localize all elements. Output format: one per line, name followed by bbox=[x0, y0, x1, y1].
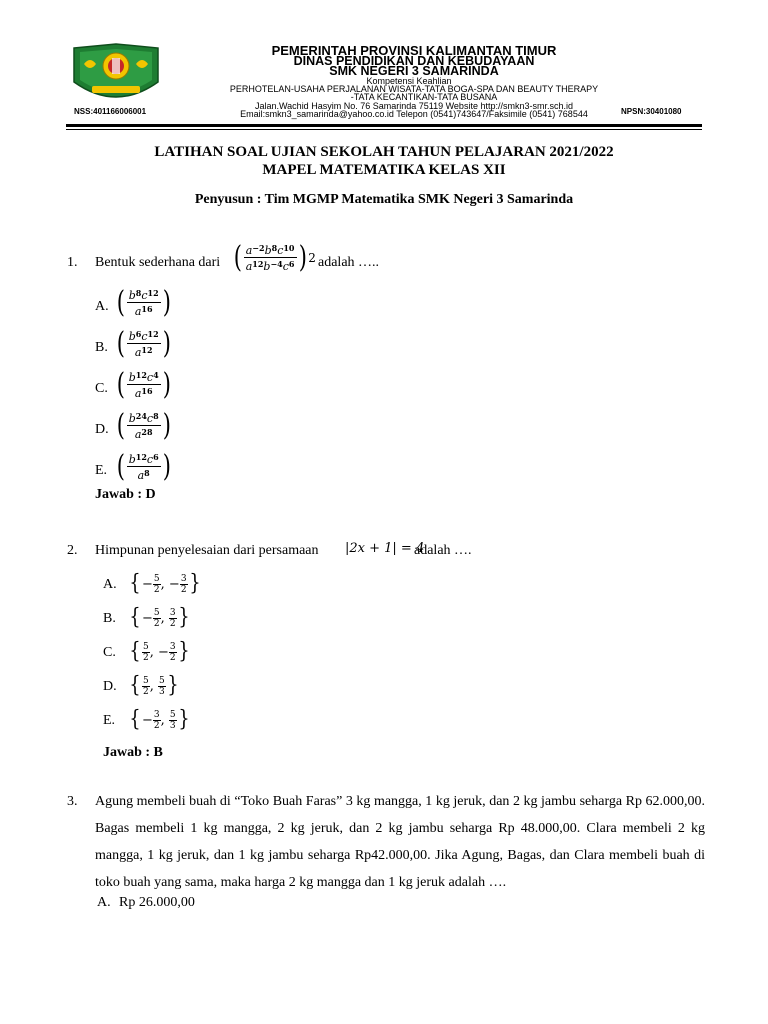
exam-subject: MAPEL MATEMATIKA KELAS XII bbox=[262, 162, 506, 178]
q1-option-letter: C. bbox=[95, 381, 108, 396]
q1-text-before: Bentuk sederhana dari bbox=[95, 255, 221, 270]
letterhead-address: Jalan.Wachid Hasyim No. 76 Samarinda 75119 Website http://smkn3-smr.sch.id bbox=[255, 101, 573, 111]
letterhead-competencies-cont: -TATA KECANTIKAN-TATA BUSANA bbox=[350, 92, 498, 102]
exam-title: LATIHAN SOAL UJIAN SEKOLAH TAHUN PELAJARAN 2021/2022 bbox=[154, 144, 614, 160]
q1-option-letter: D. bbox=[95, 422, 109, 437]
letterhead-rule-thin bbox=[66, 129, 702, 130]
q3-number: 3. bbox=[67, 794, 78, 809]
q2-option-letter: C. bbox=[103, 645, 116, 660]
letterhead-npsn: NPSN:30401080 bbox=[621, 107, 682, 116]
q2-option-set: { 5 2 , − $\frac{3}{2}$ } bbox=[129, 639, 190, 664]
q2-option-set: { − $\frac{5}{2}$ , − $\frac{3}{2}$ } bbox=[129, 571, 201, 596]
q1-option-expression: ( $\frac{b^{24}c^8}{a^{28}}$ ) bbox=[116, 407, 171, 443]
letterhead-rule-thick bbox=[66, 124, 702, 127]
q1-option-expression: ( $\frac{b^8c^{12}}{a^{16}}$ ) bbox=[116, 284, 171, 320]
q3-text: Agung membeli buah di “Toko Buah Faras” 3 kg mangga, 1 kg jeruk, dan 2 kg jambu seharga Rp 62.000,00. Bagas membeli 1 kg mangga, 2 kg jeruk, dan 2 kg jambu seharga Rp 48.000,00. Clara membeli 2 kg mangga, 1 kg jeruk, dan 1 kg jambu seharga Rp42.000,00. Jika Agung, Bagas, dan Clara membeli buah di toko buah yang sama, maka harga 2 kg mangga dan 1 kg jeruk adalah …. bbox=[95, 794, 705, 890]
letterhead-competencies: PERHOTELAN-USAHA PERJALANAN WISATA-TATA BOGA-SPA DAN BEAUTY THERAPY bbox=[229, 84, 599, 94]
q2-option-set: { − $\frac{3}{2}$ , 5 3 } bbox=[129, 707, 190, 732]
q1-number: 1. bbox=[67, 255, 78, 270]
q2-option-letter: E. bbox=[103, 713, 116, 728]
q2-answer: Jawab : B bbox=[103, 745, 163, 760]
letterhead-competency-heading: Kompetensi Keahlian bbox=[366, 76, 452, 86]
q1-option-expression: ( $\frac{b^{12}c^4}{a^{16}}$ ) bbox=[116, 366, 171, 402]
q2-text-after: adalah …. bbox=[414, 543, 472, 558]
q2-option-set: { 5 2 , 5 3 } bbox=[129, 673, 179, 698]
q2-option-letter: A. bbox=[103, 577, 117, 592]
exam-compiler: Penyusun : Tim MGMP Matematika SMK Negeri 3 Samarinda bbox=[194, 192, 574, 207]
q2-option-letter: D. bbox=[103, 679, 117, 694]
q2-option-letter: B. bbox=[103, 611, 116, 626]
q3-option-a-letter: A. bbox=[97, 895, 111, 910]
q3-option-a-text: Rp 26.000,00 bbox=[119, 895, 195, 910]
q1-expression: ( $\frac{a^{-2}b^8c^{10}}{a^{12}b^{-4}c^6}$ ) 2 bbox=[233, 239, 316, 275]
q1-answer: Jawab : D bbox=[95, 487, 156, 502]
letterhead-contact: Email:smkn3_samarinda@yahoo.co.id Telepon (0541)743647/Faksimile (0541) 768544 bbox=[240, 109, 588, 119]
letterhead-nss: NSS:401166006001 bbox=[74, 107, 147, 116]
q2-number: 2. bbox=[67, 543, 78, 558]
q1-option-expression: ( $\frac{b^6c^{12}}{a^{12}}$ ) bbox=[116, 325, 171, 361]
q1-text-after: adalah ….. bbox=[318, 255, 380, 270]
q1-option-letter: A. bbox=[95, 299, 109, 314]
letterhead-province: PEMERINTAH PROVINSI KALIMANTAN TIMUR bbox=[271, 43, 557, 58]
q1-option-expression: ( $\frac{b^{12}c^6}{a^8}$ ) bbox=[116, 448, 171, 484]
q2-option-set: { − $\frac{5}{2}$ , 3 2 } bbox=[129, 605, 190, 630]
q1-option-letter: B. bbox=[95, 340, 108, 355]
letterhead-school-name: SMK NEGERI 3 SAMARINDA bbox=[329, 64, 499, 78]
q2-equation: |2x + 1| = 4 bbox=[345, 541, 425, 556]
q2-text-before: Himpunan penyelesaian dari persamaan bbox=[95, 543, 319, 558]
letterhead-department: DINAS PENDIDIKAN DAN KEBUDAYAAN bbox=[293, 54, 535, 68]
q1-option-letter: E. bbox=[95, 463, 108, 478]
